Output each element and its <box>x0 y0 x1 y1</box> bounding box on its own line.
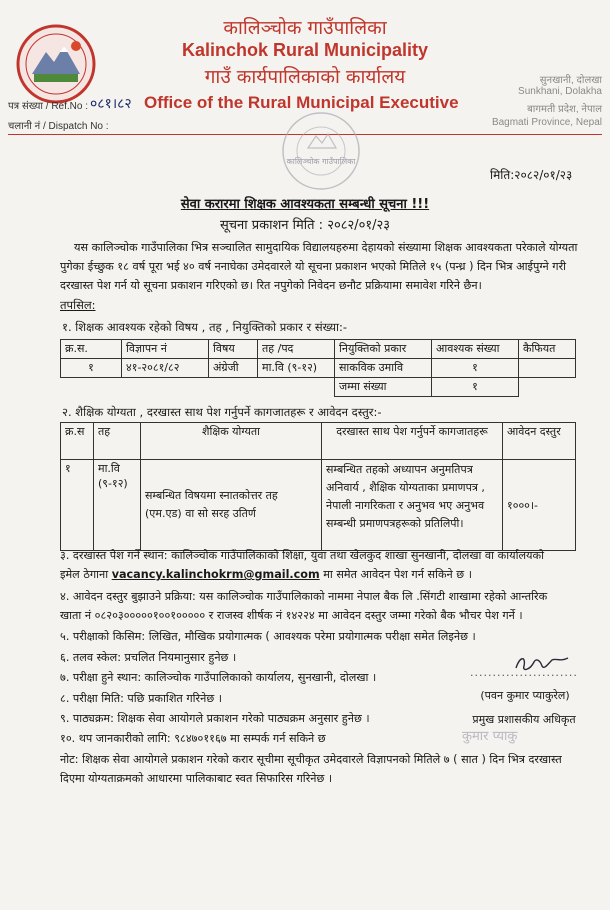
table-row <box>61 460 576 551</box>
point-3-line-2 <box>60 567 472 582</box>
table-cell: साकविक उमावि <box>335 359 432 378</box>
table-cell: सम्बन्धित विषयमा स्नातकोत्तर तह (एम.एड) वा सो सरह उतिर्ण <box>141 460 322 551</box>
table-header-cell: आवश्यक संख्या <box>432 340 519 359</box>
table-header-cell: दरखास्त साथ पेश गर्नुपर्ने कागजातहरू <box>322 423 503 460</box>
intro-paragraph: यस कालिञ्चोक गाउँपालिका भित्र सञ्चालित सामुदायिक विद्यालयहरुमा देहायको संख्यामा शिक्षक आवश्यकता परेकाले योग्यता पुगेका ईच्छुक १८ वर्ष पूरा भई ४० वर्ष ननाघेका उमेदवारले यो सूचना प्रकाशन भएको मितिले १५ (पन्ध्र ) दिन भित्र आईपुग्ने गरी दरखास्त पेश गर्न यो सूचना प्रकाशन गरिएको छ। रित नपुगेको निवेदन छनौट प्रक्रियामा समावेश गरिने छैन। <box>60 241 578 292</box>
note-paragraph: नोट: शिक्षक सेवा आयोगले प्रकाशन गरेको करार सूचीमा सूचीकृत उमेदवारले विज्ञापनको मितिले ७ ( सात ) दिन भित्र दरखास्त दिएमा योग्यताक्रमको आधारमा पालिकाबाट स्वत सिफारिस गरिनेछ । <box>60 753 562 785</box>
stamp-text: कालिञ्चोक गाउँपालिका <box>286 157 356 166</box>
total-label: जम्मा संख्या <box>335 378 432 397</box>
point-3-line-1: ३. दरखास्त पेश गर्ने स्थान: कालिञ्चोक गाउँपालिकाको शिक्षा, युवा तथा खेलकुद शाखा सुनखानी, दोलखा वा कार्यालयको <box>60 549 545 562</box>
municipality-name-en: Kalinchok Rural Municipality <box>181 40 429 60</box>
email-label: इमेल ठेगाना <box>60 568 109 581</box>
qualification-table <box>60 422 576 551</box>
point-4-line-2: खाता नं ०८२०३०००००१००१००००० र राजस्व शीर्षक नं १४२२४ मा आवेदन दस्तुर जम्मा गरेको बैक भौचर पेश गर्ने । <box>60 609 523 622</box>
table-header-cell: तह /पद <box>258 340 335 359</box>
address-np-1: सुनखानी, दोलखा <box>539 75 602 86</box>
signatory-name: (पवन कुमार प्याकुरेल) <box>480 689 570 702</box>
section1-title: १. शिक्षक आवश्यक रहेको विषय , तह , नियुक्तिको प्रकार र संख्या:- <box>62 320 348 334</box>
table-cell: १ <box>61 359 122 378</box>
table-cell <box>519 359 576 378</box>
office-name-en: Office of the Rural Municipal Executive <box>144 93 459 112</box>
office-name-np: गाउँ कार्यपालिकाको कार्यालय <box>204 66 406 88</box>
notice-date: मिति:२०८२/०१/२३ <box>490 168 573 182</box>
point-9: ९. पाठ्यक्रम: शिक्षक सेवा आयोगले प्रकाशन गरेको पाठ्यक्रम अनुसार हुनेछ । <box>60 712 370 725</box>
table-cell: १ <box>432 359 519 378</box>
ref-label: पत्र संख्या / Ref.No : <box>8 101 88 112</box>
email-link[interactable]: vacancy.kalinchokrm@gmail.com <box>111 568 320 581</box>
details-label: तपसिल: <box>60 298 96 312</box>
table-header-row <box>61 340 576 359</box>
table-header-cell: नियुक्तिको प्रकार <box>335 340 432 359</box>
notice-title-text: सेवा करारमा शिक्षक आवश्यकता सम्बन्धी सूचना !!! <box>180 197 430 212</box>
table-header-cell: क्र.स <box>61 423 94 460</box>
table-cell: अंग्रेजी <box>209 359 258 378</box>
municipality-name-np: कालिञ्चोक गाउँपालिका <box>223 17 387 39</box>
table-header-cell: क्र.स. <box>61 340 122 359</box>
point-6: ६. तलव स्केल: प्रचलित नियमानुसार हुनेछ । <box>60 651 237 664</box>
address-en-2: Bagmati Province, Nepal <box>491 117 602 128</box>
signature-stamp: कुमार प्याकु <box>462 729 518 744</box>
notice-title <box>0 194 610 212</box>
ref-value: ०८१।८२ <box>90 95 132 111</box>
table-header-cell: विषय <box>209 340 258 359</box>
table-cell: मा.वि (९-१२) <box>94 460 141 551</box>
publish-date: सूचना प्रकाशन मिति : २०८२/०१/२३ <box>219 218 391 233</box>
table-cell: १०००।- <box>503 460 576 551</box>
email-suffix: मा समेत आवेदन पेश गर्न सकिने छ । <box>323 568 472 581</box>
table-total-row <box>61 378 576 397</box>
vacancy-table <box>60 339 576 397</box>
table-cell: मा.वि (९-१२) <box>258 359 335 378</box>
table-row <box>61 359 576 378</box>
office-stamp <box>278 108 364 194</box>
handwritten-signature <box>512 652 572 676</box>
signatory-title: प्रमुख प्रशासकीय अधिकृत <box>472 713 576 726</box>
point-4-line-1: ४. आवेदन दस्तुर बुझाउने प्रक्रिया: यस कालिञ्चोक गाउँपालिकाको नाममा नेपाल बैक लि .सिंगटी शाखामा रहेको आन्तरिक <box>60 590 548 603</box>
table-cell: १ <box>61 460 94 551</box>
address-np-2: बागमती प्रदेश, नेपाल <box>527 104 602 115</box>
table-cell: सम्बन्धित तहको अध्यापन अनुमतिपत्र अनिवार्य , शैक्षिक योग्यताका प्रमाणपत्र , नेपाली नागरिकता र अनुभव भए अनुभव सम्बन्धी प्रमाणपत्रहरूको प्रतिलिपी। <box>322 460 503 551</box>
signature-line: ........................ <box>470 666 578 679</box>
point-5: ५. परीक्षाको किसिम: लिखित, मौखिक प्रयोगात्मक ( आवश्यक परेमा प्रयोगात्मक परीक्षा समेत लिइनेछ । <box>60 630 476 643</box>
point-8: ८. परीक्षा मिति: पछि प्रकाशित गरिनेछ । <box>60 692 222 705</box>
dispatch-label: चलानी नं / Dispatch No : <box>8 121 109 132</box>
total-value: १ <box>432 378 519 397</box>
point-10: १०. थप जानकारीको लागि: ९८४७०११६७ मा सम्पर्क गर्न सकिने छ <box>60 732 326 745</box>
table-header-cell: विज्ञापन नं <box>122 340 209 359</box>
table-header-row <box>61 423 576 460</box>
section2-title: २. शैक्षिक योग्यता , दरखास्त साथ पेश गर्नुपर्ने कागजातहरू र आवेदन दस्तुर:- <box>62 405 382 419</box>
point-7: ७. परीक्षा हुने स्थान: कालिञ्चोक गाउँपालिकाको कार्यालय, सुनखानी, दोलखा । <box>60 671 377 684</box>
address-en-1: Sunkhani, Dolakha <box>518 86 602 97</box>
table-header-cell: तह <box>94 423 141 460</box>
table-header-cell: कैफियत <box>519 340 576 359</box>
table-cell: ४१-२०८१/८२ <box>122 359 209 378</box>
table-header-cell: आवेदन दस्तुर <box>503 423 576 460</box>
table-header-cell: शैक्षिक योग्यता <box>141 423 322 460</box>
